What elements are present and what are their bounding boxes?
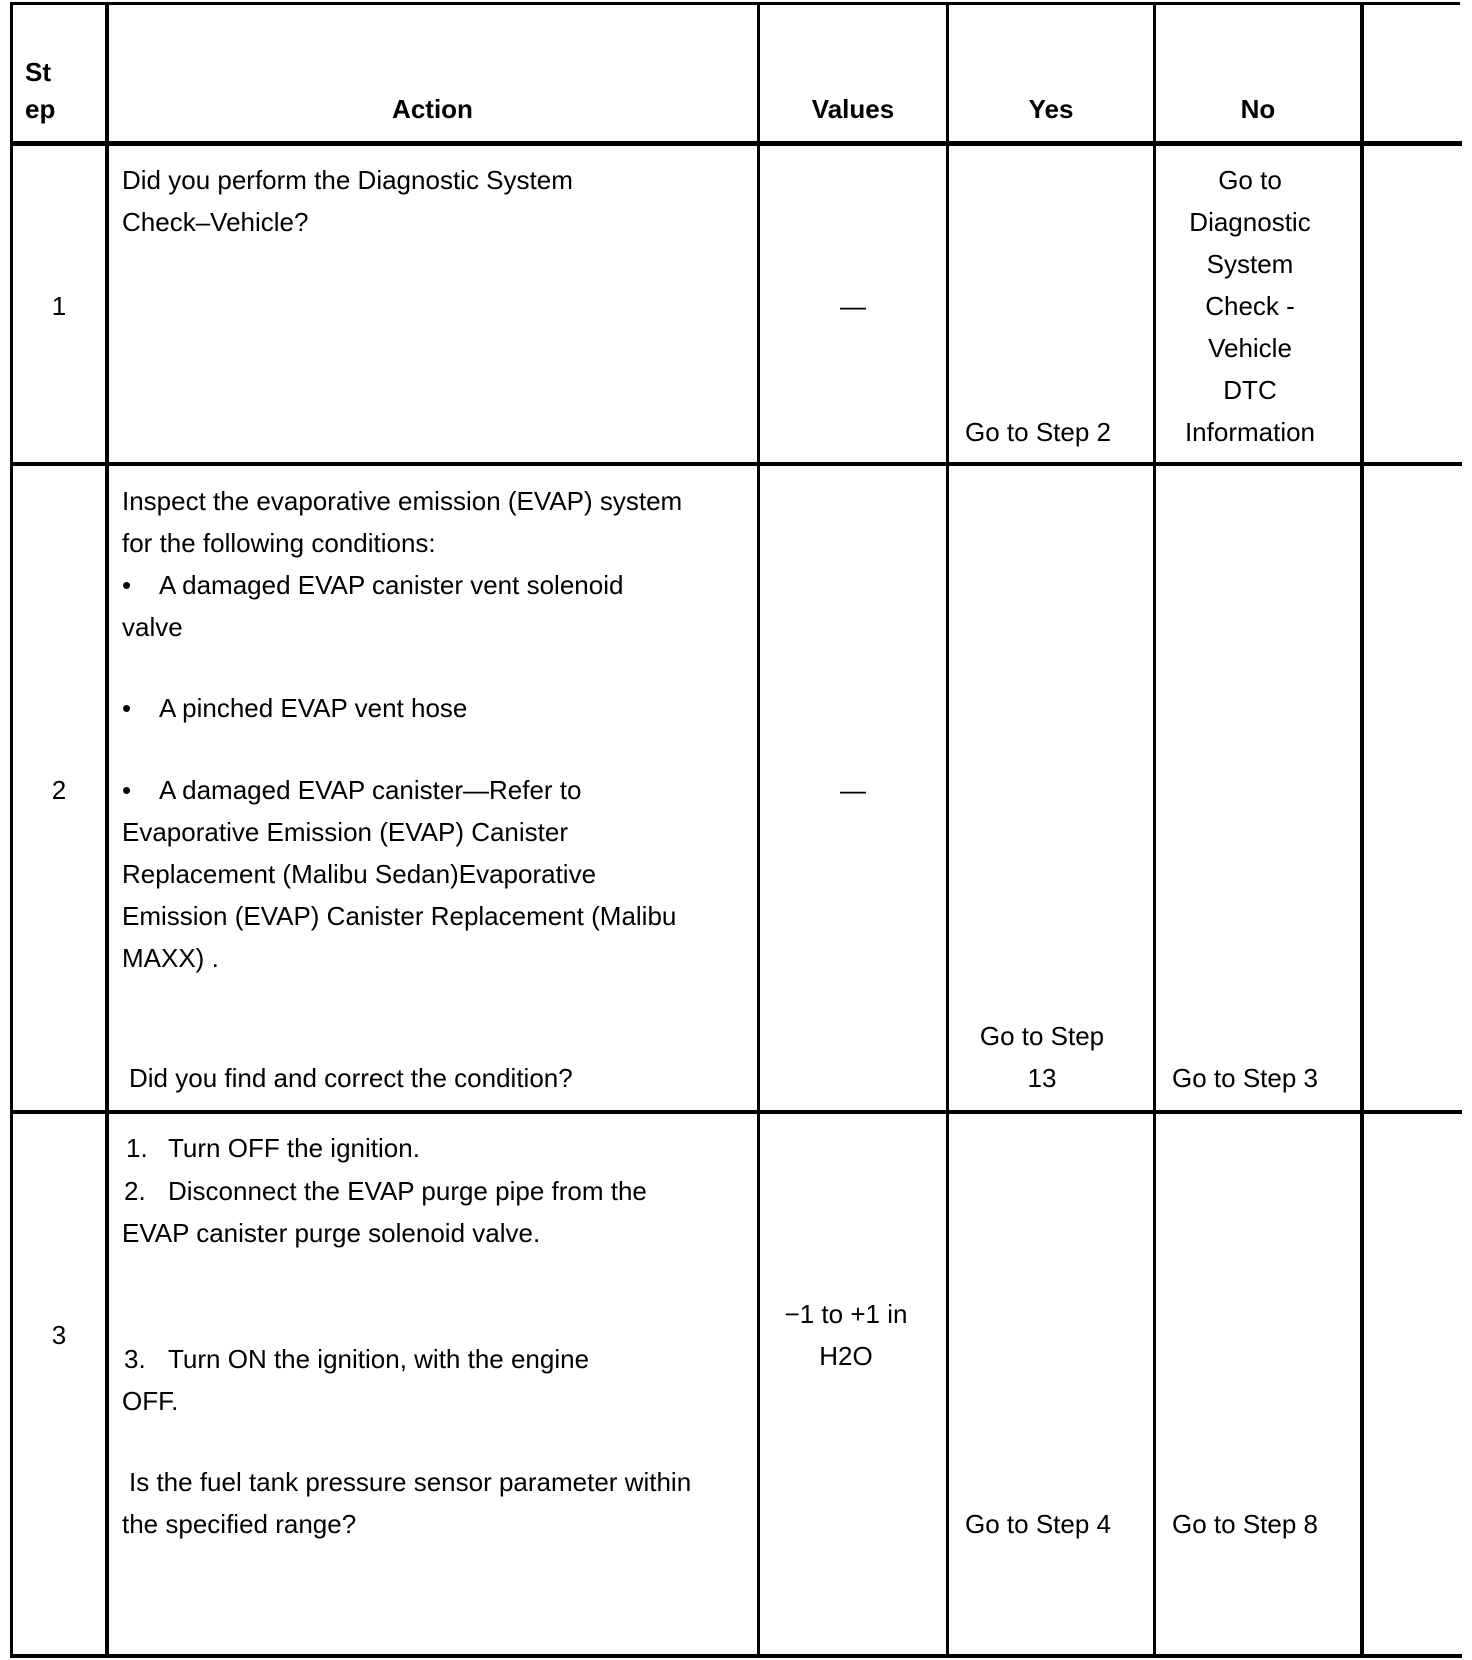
row-divider-2 xyxy=(10,1110,1462,1114)
row-1-no-line: Diagnostic xyxy=(1189,207,1311,237)
row-1-no-line: Go to xyxy=(1218,165,1282,195)
row-3-step: 3 xyxy=(51,1320,67,1350)
row-3-value-line: H2O xyxy=(819,1341,873,1371)
row-3-question-line: Is the fuel tank pressure sensor parameter within xyxy=(129,1467,692,1497)
row-2-yes-line: Go to Step xyxy=(979,1021,1105,1051)
row-3-item-number: 2. xyxy=(124,1176,146,1206)
col-divider-values-yes xyxy=(946,2,949,1658)
row-3-question-line: the specified range? xyxy=(122,1509,357,1539)
row-3-item-number: 3. xyxy=(124,1344,146,1374)
bullet-icon: • xyxy=(122,693,132,723)
header-no: No xyxy=(1240,94,1276,124)
row-2-bullet-3-line: A damaged EVAP canister—Refer to xyxy=(159,775,582,805)
row-2-step: 2 xyxy=(51,775,67,805)
row-1-value: — xyxy=(840,291,866,321)
row-2-intro-line: for the following conditions: xyxy=(122,528,436,558)
bullet-icon: • xyxy=(122,775,132,805)
row-2-bullet-2-line: A pinched EVAP vent hose xyxy=(159,693,468,723)
row-3-value-line: −1 to +1 in xyxy=(784,1299,908,1329)
table-border-bottom xyxy=(10,1654,1462,1658)
row-2-bullet-3-line: Evaporative Emission (EVAP) Canister xyxy=(122,817,569,847)
header-step-line2: ep xyxy=(25,94,56,124)
row-1-no-line: Vehicle xyxy=(1208,333,1292,363)
col-divider-action-values xyxy=(757,2,760,1658)
row-3-item-3-line: OFF. xyxy=(122,1386,179,1416)
row-1-step: 1 xyxy=(51,291,67,321)
header-action: Action xyxy=(392,94,473,124)
row-1-no-line: DTC xyxy=(1223,375,1277,405)
table-border-right xyxy=(1360,2,1364,1658)
col-divider-step-action xyxy=(105,2,109,1658)
row-3-item-3-line: Turn ON the ignition, with the engine xyxy=(168,1344,590,1374)
row-2-bullet-3-line: Emission (EVAP) Canister Replacement (Malibu xyxy=(122,901,677,931)
header-yes: Yes xyxy=(1028,94,1074,124)
table-border-top xyxy=(10,2,1460,5)
row-3-no: Go to Step 8 xyxy=(1172,1509,1318,1539)
row-1-no-line: System xyxy=(1206,249,1294,279)
row-3-item-2-line: EVAP canister purge solenoid valve. xyxy=(122,1218,541,1248)
bullet-icon: • xyxy=(122,570,132,600)
row-1-action-line: Check–Vehicle? xyxy=(122,207,309,237)
row-1-action-line: Did you perform the Diagnostic System xyxy=(122,165,573,195)
header-values: Values xyxy=(811,94,895,124)
row-2-bullet-3-line: MAXX) . xyxy=(122,943,219,973)
row-2-intro-line: Inspect the evaporative emission (EVAP) system xyxy=(122,486,683,516)
row-3-yes: Go to Step 4 xyxy=(965,1509,1111,1539)
row-divider-1 xyxy=(10,462,1462,466)
table-border-left xyxy=(10,2,13,1658)
row-2-bullet-3-line: Replacement (Malibu Sedan)Evaporative xyxy=(122,859,597,889)
row-3-item-2-line: Disconnect the EVAP purge pipe from the xyxy=(168,1176,647,1206)
row-2-bullet-1-line: A damaged EVAP canister vent solenoid xyxy=(159,570,624,600)
row-2-bullet-1-line: valve xyxy=(122,612,183,642)
row-2-question: Did you find and correct the condition? xyxy=(129,1063,573,1093)
row-1-yes: Go to Step 2 xyxy=(965,417,1111,447)
row-2-value: — xyxy=(840,775,866,805)
header-divider xyxy=(10,141,1462,146)
row-2-yes-line: 13 xyxy=(1027,1063,1057,1093)
header-step-line1: St xyxy=(25,57,51,87)
row-2-no: Go to Step 3 xyxy=(1172,1063,1318,1093)
row-3-item-number: 1. xyxy=(126,1133,148,1163)
row-1-no-line: Information xyxy=(1184,417,1316,447)
row-3-item-1-line: Turn OFF the ignition. xyxy=(168,1133,420,1163)
row-1-no-line: Check - xyxy=(1205,291,1295,321)
